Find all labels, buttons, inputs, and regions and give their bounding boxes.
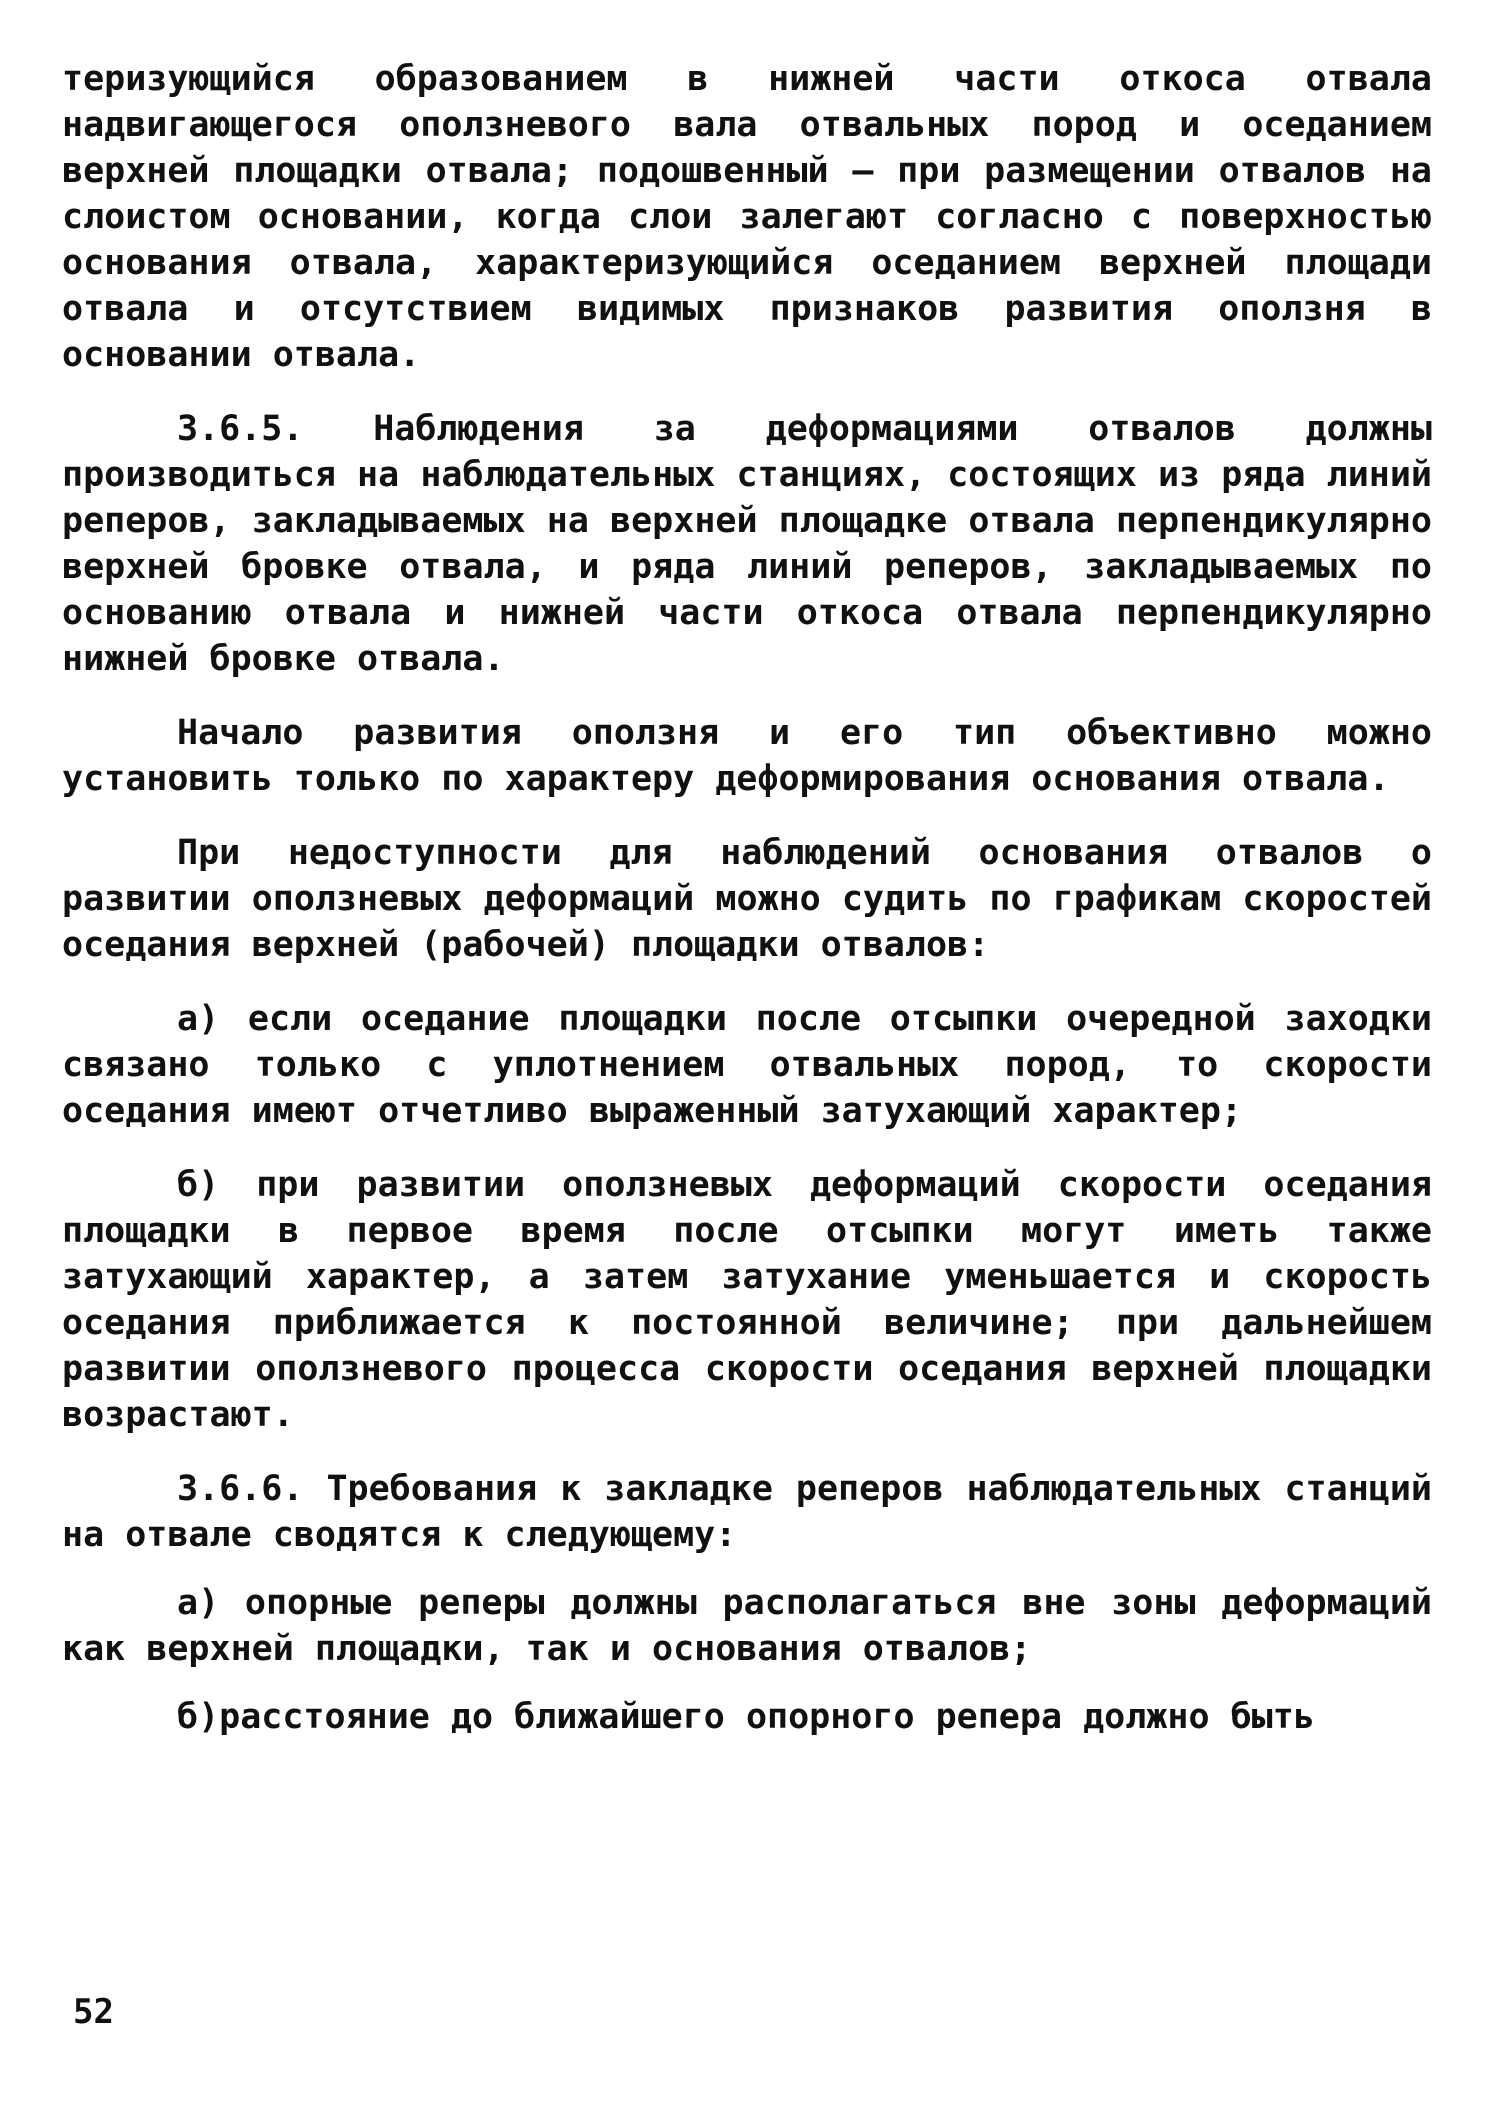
paragraph-inaccessible-base: При недоступности для наблюдений основания отвалов о развитии оползневых деформаций можно судить по графикам скоростей оседания верхней (рабочей) площадки отвалов: [62, 833, 1432, 965]
paragraph-item-a-benchmarks: а) опорные реперы должны располагаться вне зоны деформаций как верхней площадки, так и основания отвалов; [62, 1583, 1432, 1669]
paragraph-continuation: теризующийся образованием в нижней части откоса отвала надвигающегося оползневого вала отвальных пород и оседанием верхней площадки отвала; подошвенный – при размещении отвалов на слоистом основании, когда слои залегают согласно с поверхностью основания отвала, характеризующийся оседанием верхней площади отвала и отсутствием видимых признаков развития оползня в основании отвала. [62, 59, 1432, 375]
paragraph-item-b-distance: б)расстояние до ближайшего опорного репера должно быть [177, 1697, 1315, 1737]
paragraph-3-6-5: 3.6.5. Наблюдения за деформациями отвалов должны производиться на наблюдательных станциях, состоящих из ряда линий реперов, закладываемых на верхней площадке отвала перпендикулярно верхней бровке отвала, и ряда линий реперов, закладываемых по основанию отвала и нижней части откоса отвала перпендикулярно нижней бровке отвала. [62, 409, 1432, 679]
paragraph-3-6-6: 3.6.6. Требования к закладке реперов наблюдательных станций на отвале сводятся к следующему: [62, 1469, 1432, 1555]
paragraph-landslide-onset: Начало развития оползня и его тип объективно можно установить только по характеру деформирования основания отвала. [62, 713, 1432, 799]
paragraph-item-b-settling: б) при развитии оползневых деформаций скорости оседания площадки в первое время после отсыпки могут иметь также затухающий характер, а затем затухание уменьшается и скорость оседания приближается к постоянной величине; при дальнейшем развитии оползневого процесса скорости оседания верхней площадки возрастают. [62, 1165, 1432, 1435]
document-page [62, 56, 1432, 1740]
paragraph-item-a-settling: а) если оседание площадки после отсыпки очередной заходки связано только с уплотнением отвальных пород, то скорости оседания имеют отчетливо выраженный затухающий характер; [62, 999, 1432, 1131]
page-number: 52 [73, 1992, 114, 2032]
